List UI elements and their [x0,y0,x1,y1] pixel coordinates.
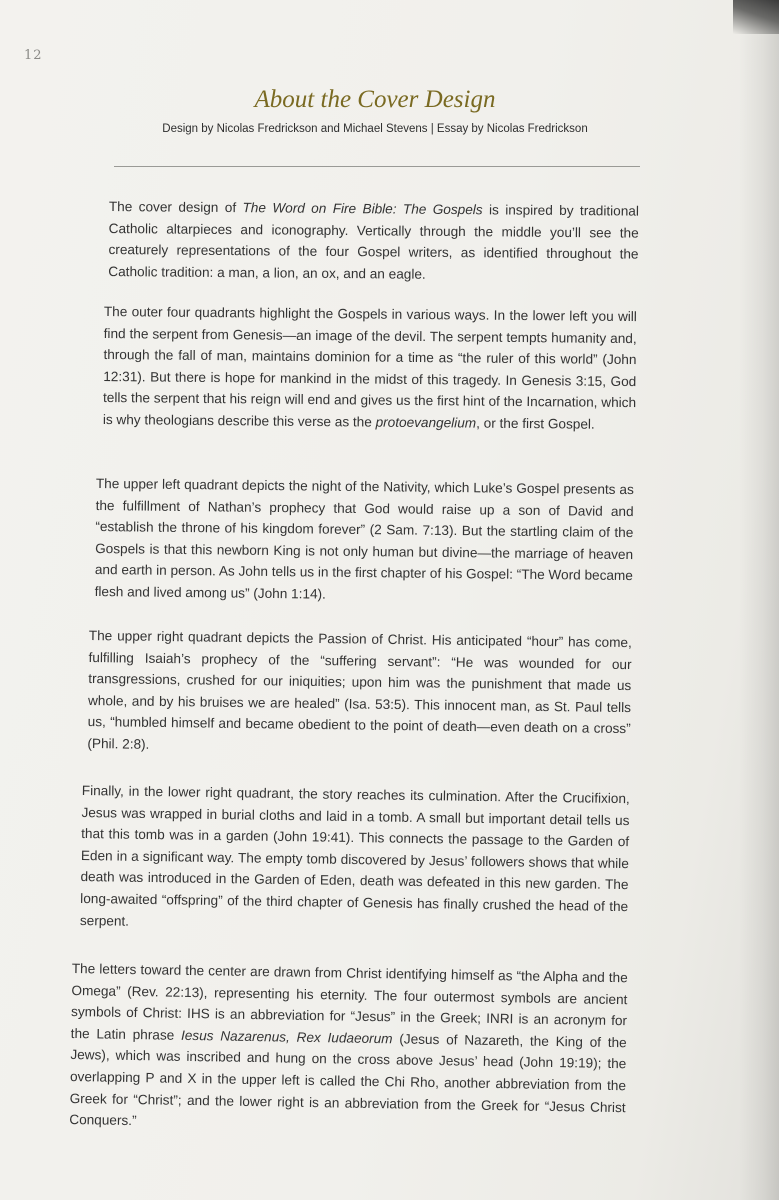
paragraph-text: The upper left quadrant depicts the night of the Nativity, which Luke’s Gospel presents as the fulfillment of Nathan’s prophecy that God would raise up a son of David and “establish the throne of his kingdom forever” (2 Sam. 7:13). But the startling claim of the Gospels is that this newborn King is not only human but divine—the marriage of heaven and earth in person. As John tells us in the first chapter of his Gospel: “The Word became flesh and lived among us” (John 1:14). [94,475,634,602]
paragraph-text: The letters toward the center are drawn from Christ identifying himself as “the Alpha and the Omega” (Rev. 22:13), representing his eternity. The four outermost symbols are ancient symbols of Christ: IHS is an abbreviation for “Jesus” in the Greek; INRI is an acronym for the Latin phrase [70,960,628,1043]
paragraph-intro [108,196,639,287]
paragraph-text: Finally, in the lower right quadrant, the story reaches its culmination. After the Crucifixion, Jesus was wrapped in burial cloths and laid in a tomb. A small but important detail tells us that this tomb was in a garden (John 19:41). This connects the passage to the Garden of Eden in a significant way. The empty tomb discovered by Jesus’ followers shows that while death was introduced in the Garden of Eden, death was defeated in this new garden. The long-awaited “offspring” of the third chapter of Genesis has finally crushed the head of the serpent. [79,782,630,929]
paragraph-text: The upper right quadrant depicts the Passion of Christ. His anticipated “hour” has come, fulfilling Isaiah’s prophecy of the “suffering servant”: “He was wounded for our transgressions, crushed for our iniquities; upon him was the punishment that made us whole, and by his bruises we are healed” (Isa. 53:5). This innocent man, as St. Paul tells us, “humbled himself and became obedient to the point of death—even death on a cross” (Phil. 2:8). [87,627,632,752]
page-number: 12 [24,48,43,63]
title-divider [114,166,640,167]
paragraph-italic-text: Iesus Nazarenus, Rex Iudaeorum [180,1027,393,1047]
paragraph-text: , or the first Gospel. [476,415,595,432]
paragraph-text: is inspired by traditional Catholic altarpieces and iconography. Vertically through the middle you’ll see the creaturely representations of the four Gospel writers, as identified throughout the Catholic tradition: a man, a lion, an ox, and an eagle. [108,202,639,282]
paragraph-text: The cover design of [108,198,243,216]
paragraph-italic-text: protoevangelium [375,414,477,431]
byline: Design by Nicolas Fredrickson and Michael Stevens | Essay by Nicolas Fredrickson [162,123,588,135]
paragraph-upper-right [87,625,632,762]
page-title: About the Cover Design [254,86,496,113]
paragraph-lower-right [80,780,630,939]
paragraph-italic-text: The Word on Fire Bible: The Gospels [242,200,483,218]
paragraph-text: The outer four quadrants highlight the Gospels in various ways. In the lower left you will find the serpent from Genesis—an image of the devil. The serpent tempts humanity and, through the fall of man, maintains dominion for a time as “the ruler of this world” (John 12:31). But there is hope for mankind in the midst of this tragedy. In Genesis 3:15, God tells the serpent that his reign will end and gives us the first hint of the Incarnation, which is why theologians describe this verse as the [102,303,637,430]
paragraph-text: (Jesus of Nazareth, the King of the Jews), which was inscribed and hung on the cross above Jesus’ head (John 19:19); the overlapping P and X in the upper left is called the Chi Rho, another abbreviation from the Greek for “Christ”; and the lower right is an abbreviation from the Greek for “Jesus Christ Conquers.” [69,1031,627,1129]
paragraph-center-letters [69,958,628,1140]
paragraph-upper-left [95,473,634,609]
page-corner-background [733,0,779,34]
page-curve-shadow [739,0,779,1200]
paragraph-lower-left [103,301,637,436]
